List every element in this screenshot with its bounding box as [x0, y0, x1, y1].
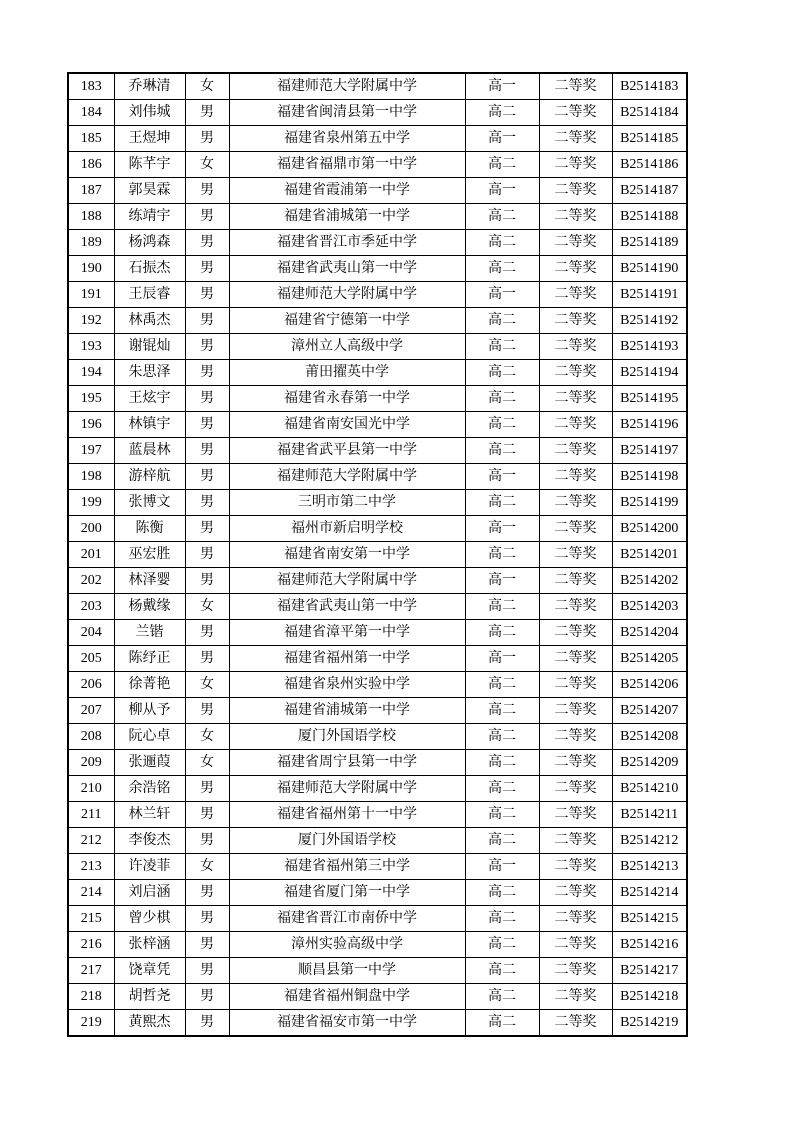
certificate-id-cell: B2514214 [612, 880, 687, 906]
table-row [68, 828, 687, 854]
row-number-cell: 211 [68, 802, 114, 828]
grade-cell: 高一 [465, 282, 539, 308]
row-number-cell: 184 [68, 100, 114, 126]
certificate-id-cell: B2514204 [612, 620, 687, 646]
certificate-id-cell: B2514188 [612, 204, 687, 230]
certificate-id-cell: B2514195 [612, 386, 687, 412]
gender-cell: 男 [185, 698, 229, 724]
gender-cell: 女 [185, 854, 229, 880]
student-name-cell: 林兰轩 [114, 802, 185, 828]
school-name-cell: 漳州立人高级中学 [229, 334, 465, 360]
gender-cell: 男 [185, 360, 229, 386]
row-number-cell: 209 [68, 750, 114, 776]
grade-cell: 高二 [465, 256, 539, 282]
gender-cell: 男 [185, 230, 229, 256]
award-level-cell: 二等奖 [539, 308, 612, 334]
certificate-id-cell: B2514212 [612, 828, 687, 854]
school-name-cell: 福建省霞浦第一中学 [229, 178, 465, 204]
table-row [68, 152, 687, 178]
table-row [68, 672, 687, 698]
student-name-cell: 林泽婴 [114, 568, 185, 594]
gender-cell: 男 [185, 776, 229, 802]
school-name-cell: 福建省漳平第一中学 [229, 620, 465, 646]
student-name-cell: 石振杰 [114, 256, 185, 282]
grade-cell: 高一 [465, 126, 539, 152]
grade-cell: 高二 [465, 308, 539, 334]
award-level-cell: 二等奖 [539, 698, 612, 724]
gender-cell: 男 [185, 178, 229, 204]
row-number-cell: 213 [68, 854, 114, 880]
row-number-cell: 190 [68, 256, 114, 282]
student-name-cell: 阮心卓 [114, 724, 185, 750]
row-number-cell: 203 [68, 594, 114, 620]
gender-cell: 男 [185, 958, 229, 984]
student-name-cell: 乔琳清 [114, 73, 185, 100]
school-name-cell: 福建师范大学附属中学 [229, 73, 465, 100]
table-row [68, 932, 687, 958]
certificate-id-cell: B2514185 [612, 126, 687, 152]
gender-cell: 女 [185, 594, 229, 620]
row-number-cell: 192 [68, 308, 114, 334]
gender-cell: 女 [185, 672, 229, 698]
student-name-cell: 胡哲尧 [114, 984, 185, 1010]
award-level-cell: 二等奖 [539, 854, 612, 880]
student-name-cell: 徐菁艳 [114, 672, 185, 698]
grade-cell: 高一 [465, 646, 539, 672]
school-name-cell: 福建省周宁县第一中学 [229, 750, 465, 776]
row-number-cell: 214 [68, 880, 114, 906]
student-name-cell: 张梓涵 [114, 932, 185, 958]
certificate-id-cell: B2514200 [612, 516, 687, 542]
school-name-cell: 福建省福州铜盘中学 [229, 984, 465, 1010]
table-row [68, 1010, 687, 1037]
row-number-cell: 200 [68, 516, 114, 542]
table-row [68, 880, 687, 906]
grade-cell: 高二 [465, 776, 539, 802]
gender-cell: 男 [185, 932, 229, 958]
grade-cell: 高二 [465, 360, 539, 386]
table-row [68, 620, 687, 646]
certificate-id-cell: B2514194 [612, 360, 687, 386]
school-name-cell: 莆田擢英中学 [229, 360, 465, 386]
school-name-cell: 福建省福安市第一中学 [229, 1010, 465, 1037]
certificate-id-cell: B2514218 [612, 984, 687, 1010]
gender-cell: 男 [185, 334, 229, 360]
grade-cell: 高二 [465, 490, 539, 516]
school-name-cell: 福建省闽清县第一中学 [229, 100, 465, 126]
row-number-cell: 186 [68, 152, 114, 178]
gender-cell: 男 [185, 386, 229, 412]
school-name-cell: 福建师范大学附属中学 [229, 464, 465, 490]
student-name-cell: 刘伟城 [114, 100, 185, 126]
grade-cell: 高二 [465, 100, 539, 126]
table-row [68, 308, 687, 334]
gender-cell: 男 [185, 906, 229, 932]
grade-cell: 高二 [465, 334, 539, 360]
award-level-cell: 二等奖 [539, 178, 612, 204]
certificate-id-cell: B2514199 [612, 490, 687, 516]
school-name-cell: 福建省泉州实验中学 [229, 672, 465, 698]
grade-cell: 高二 [465, 880, 539, 906]
grade-cell: 高一 [465, 464, 539, 490]
student-name-cell: 陈纾正 [114, 646, 185, 672]
school-name-cell: 福建省福州第一中学 [229, 646, 465, 672]
grade-cell: 高二 [465, 906, 539, 932]
award-level-cell: 二等奖 [539, 438, 612, 464]
gender-cell: 男 [185, 828, 229, 854]
student-name-cell: 谢锟灿 [114, 334, 185, 360]
certificate-id-cell: B2514215 [612, 906, 687, 932]
award-level-cell: 二等奖 [539, 334, 612, 360]
gender-cell: 男 [185, 984, 229, 1010]
student-name-cell: 饶章凭 [114, 958, 185, 984]
grade-cell: 高二 [465, 1010, 539, 1037]
certificate-id-cell: B2514208 [612, 724, 687, 750]
table-row [68, 490, 687, 516]
grade-cell: 高一 [465, 516, 539, 542]
table-row [68, 386, 687, 412]
certificate-id-cell: B2514196 [612, 412, 687, 438]
gender-cell: 男 [185, 464, 229, 490]
award-level-cell: 二等奖 [539, 412, 612, 438]
certificate-id-cell: B2514203 [612, 594, 687, 620]
row-number-cell: 212 [68, 828, 114, 854]
award-level-cell: 二等奖 [539, 906, 612, 932]
row-number-cell: 219 [68, 1010, 114, 1037]
award-level-cell: 二等奖 [539, 776, 612, 802]
award-level-cell: 二等奖 [539, 464, 612, 490]
grade-cell: 高二 [465, 412, 539, 438]
certificate-id-cell: B2514193 [612, 334, 687, 360]
award-level-cell: 二等奖 [539, 802, 612, 828]
school-name-cell: 福建省福州第十一中学 [229, 802, 465, 828]
school-name-cell: 福建省晋江市南侨中学 [229, 906, 465, 932]
table-row [68, 646, 687, 672]
award-level-cell: 二等奖 [539, 230, 612, 256]
student-name-cell: 巫宏胜 [114, 542, 185, 568]
grade-cell: 高一 [465, 178, 539, 204]
school-name-cell: 福建省南安第一中学 [229, 542, 465, 568]
row-number-cell: 205 [68, 646, 114, 672]
grade-cell: 高二 [465, 750, 539, 776]
school-name-cell: 福建省浦城第一中学 [229, 698, 465, 724]
grade-cell: 高二 [465, 620, 539, 646]
student-name-cell: 余浩铭 [114, 776, 185, 802]
gender-cell: 男 [185, 646, 229, 672]
certificate-id-cell: B2514190 [612, 256, 687, 282]
school-name-cell: 福建省福州第三中学 [229, 854, 465, 880]
student-name-cell: 曾少棋 [114, 906, 185, 932]
student-name-cell: 兰锴 [114, 620, 185, 646]
school-name-cell: 顺昌县第一中学 [229, 958, 465, 984]
school-name-cell: 福建省福鼎市第一中学 [229, 152, 465, 178]
certificate-id-cell: B2514192 [612, 308, 687, 334]
grade-cell: 高二 [465, 594, 539, 620]
row-number-cell: 197 [68, 438, 114, 464]
gender-cell: 男 [185, 802, 229, 828]
school-name-cell: 福建师范大学附属中学 [229, 282, 465, 308]
table-row [68, 750, 687, 776]
award-level-cell: 二等奖 [539, 958, 612, 984]
table-row [68, 802, 687, 828]
grade-cell: 高二 [465, 958, 539, 984]
student-name-cell: 朱思泽 [114, 360, 185, 386]
grade-cell: 高二 [465, 984, 539, 1010]
award-level-cell: 二等奖 [539, 360, 612, 386]
student-name-cell: 黄熙杰 [114, 1010, 185, 1037]
gender-cell: 男 [185, 880, 229, 906]
row-number-cell: 204 [68, 620, 114, 646]
row-number-cell: 208 [68, 724, 114, 750]
student-name-cell: 张博文 [114, 490, 185, 516]
student-name-cell: 柳从予 [114, 698, 185, 724]
student-name-cell: 刘启涵 [114, 880, 185, 906]
award-level-cell: 二等奖 [539, 256, 612, 282]
grade-cell: 高一 [465, 568, 539, 594]
award-level-cell: 二等奖 [539, 73, 612, 100]
gender-cell: 女 [185, 73, 229, 100]
award-level-cell: 二等奖 [539, 516, 612, 542]
row-number-cell: 216 [68, 932, 114, 958]
certificate-id-cell: B2514213 [612, 854, 687, 880]
table-row [68, 256, 687, 282]
row-number-cell: 189 [68, 230, 114, 256]
gender-cell: 男 [185, 412, 229, 438]
row-number-cell: 206 [68, 672, 114, 698]
gender-cell: 男 [185, 542, 229, 568]
gender-cell: 男 [185, 1010, 229, 1037]
row-number-cell: 198 [68, 464, 114, 490]
school-name-cell: 福建省南安国光中学 [229, 412, 465, 438]
certificate-id-cell: B2514184 [612, 100, 687, 126]
school-name-cell: 福建省宁德第一中学 [229, 308, 465, 334]
school-name-cell: 三明市第二中学 [229, 490, 465, 516]
student-name-cell: 郭昊霖 [114, 178, 185, 204]
award-level-cell: 二等奖 [539, 724, 612, 750]
school-name-cell: 厦门外国语学校 [229, 724, 465, 750]
certificate-id-cell: B2514211 [612, 802, 687, 828]
school-name-cell: 福建省武平县第一中学 [229, 438, 465, 464]
grade-cell: 高二 [465, 724, 539, 750]
student-name-cell: 杨戴缘 [114, 594, 185, 620]
gender-cell: 男 [185, 308, 229, 334]
table-body [68, 73, 687, 1036]
school-name-cell: 福建省武夷山第一中学 [229, 594, 465, 620]
table-row [68, 958, 687, 984]
grade-cell: 高一 [465, 73, 539, 100]
gender-cell: 男 [185, 516, 229, 542]
row-number-cell: 187 [68, 178, 114, 204]
table-row [68, 464, 687, 490]
school-name-cell: 福建师范大学附属中学 [229, 568, 465, 594]
student-name-cell: 许凌菲 [114, 854, 185, 880]
table-row [68, 230, 687, 256]
table-row [68, 204, 687, 230]
certificate-id-cell: B2514187 [612, 178, 687, 204]
table-row [68, 906, 687, 932]
award-level-cell: 二等奖 [539, 542, 612, 568]
certificate-id-cell: B2514191 [612, 282, 687, 308]
table-row [68, 126, 687, 152]
table-row [68, 100, 687, 126]
certificate-id-cell: B2514209 [612, 750, 687, 776]
student-name-cell: 练靖宇 [114, 204, 185, 230]
gender-cell: 男 [185, 438, 229, 464]
school-name-cell: 福建师范大学附属中学 [229, 776, 465, 802]
row-number-cell: 218 [68, 984, 114, 1010]
gender-cell: 男 [185, 568, 229, 594]
gender-cell: 女 [185, 724, 229, 750]
award-level-cell: 二等奖 [539, 126, 612, 152]
award-level-cell: 二等奖 [539, 594, 612, 620]
award-level-cell: 二等奖 [539, 750, 612, 776]
table-row [68, 178, 687, 204]
award-level-cell: 二等奖 [539, 672, 612, 698]
certificate-id-cell: B2514205 [612, 646, 687, 672]
table-row [68, 73, 687, 100]
student-name-cell: 张逦葭 [114, 750, 185, 776]
grade-cell: 高二 [465, 542, 539, 568]
grade-cell: 高二 [465, 386, 539, 412]
row-number-cell: 215 [68, 906, 114, 932]
table-row [68, 542, 687, 568]
certificate-id-cell: B2514198 [612, 464, 687, 490]
certificate-id-cell: B2514202 [612, 568, 687, 594]
student-name-cell: 陈芊宇 [114, 152, 185, 178]
certificate-id-cell: B2514216 [612, 932, 687, 958]
table-row [68, 360, 687, 386]
grade-cell: 高二 [465, 672, 539, 698]
award-level-cell: 二等奖 [539, 646, 612, 672]
gender-cell: 男 [185, 620, 229, 646]
row-number-cell: 201 [68, 542, 114, 568]
gender-cell: 男 [185, 100, 229, 126]
award-level-cell: 二等奖 [539, 1010, 612, 1037]
award-level-cell: 二等奖 [539, 932, 612, 958]
certificate-id-cell: B2514201 [612, 542, 687, 568]
table-row [68, 412, 687, 438]
row-number-cell: 217 [68, 958, 114, 984]
row-number-cell: 194 [68, 360, 114, 386]
award-level-cell: 二等奖 [539, 204, 612, 230]
row-number-cell: 195 [68, 386, 114, 412]
student-name-cell: 杨鸿森 [114, 230, 185, 256]
student-name-cell: 林镇宇 [114, 412, 185, 438]
table-row [68, 776, 687, 802]
table-row [68, 724, 687, 750]
table-row [68, 594, 687, 620]
award-level-cell: 二等奖 [539, 100, 612, 126]
row-number-cell: 185 [68, 126, 114, 152]
row-number-cell: 210 [68, 776, 114, 802]
grade-cell: 高二 [465, 204, 539, 230]
row-number-cell: 188 [68, 204, 114, 230]
grade-cell: 高二 [465, 438, 539, 464]
school-name-cell: 福州市新启明学校 [229, 516, 465, 542]
student-name-cell: 陈衡 [114, 516, 185, 542]
award-level-cell: 二等奖 [539, 984, 612, 1010]
gender-cell: 女 [185, 750, 229, 776]
certificate-id-cell: B2514210 [612, 776, 687, 802]
row-number-cell: 191 [68, 282, 114, 308]
award-level-cell: 二等奖 [539, 152, 612, 178]
award-level-cell: 二等奖 [539, 620, 612, 646]
student-name-cell: 王辰睿 [114, 282, 185, 308]
school-name-cell: 厦门外国语学校 [229, 828, 465, 854]
student-name-cell: 游梓航 [114, 464, 185, 490]
school-name-cell: 福建省浦城第一中学 [229, 204, 465, 230]
student-name-cell: 林禹杰 [114, 308, 185, 334]
grade-cell: 高二 [465, 152, 539, 178]
row-number-cell: 193 [68, 334, 114, 360]
award-level-cell: 二等奖 [539, 282, 612, 308]
table-row [68, 854, 687, 880]
certificate-id-cell: B2514206 [612, 672, 687, 698]
award-level-cell: 二等奖 [539, 880, 612, 906]
row-number-cell: 196 [68, 412, 114, 438]
gender-cell: 女 [185, 152, 229, 178]
award-list-table [67, 72, 688, 1037]
award-level-cell: 二等奖 [539, 828, 612, 854]
table-row [68, 984, 687, 1010]
school-name-cell: 福建省晋江市季延中学 [229, 230, 465, 256]
gender-cell: 男 [185, 490, 229, 516]
row-number-cell: 207 [68, 698, 114, 724]
school-name-cell: 福建省武夷山第一中学 [229, 256, 465, 282]
grade-cell: 高二 [465, 932, 539, 958]
gender-cell: 男 [185, 282, 229, 308]
certificate-id-cell: B2514219 [612, 1010, 687, 1037]
certificate-id-cell: B2514197 [612, 438, 687, 464]
grade-cell: 高二 [465, 230, 539, 256]
student-name-cell: 李俊杰 [114, 828, 185, 854]
award-level-cell: 二等奖 [539, 490, 612, 516]
table-row [68, 438, 687, 464]
student-name-cell: 王炫宇 [114, 386, 185, 412]
award-level-cell: 二等奖 [539, 386, 612, 412]
grade-cell: 高二 [465, 802, 539, 828]
table-row [68, 516, 687, 542]
student-name-cell: 王煜坤 [114, 126, 185, 152]
certificate-id-cell: B2514217 [612, 958, 687, 984]
certificate-id-cell: B2514186 [612, 152, 687, 178]
row-number-cell: 199 [68, 490, 114, 516]
gender-cell: 男 [185, 126, 229, 152]
table-row [68, 698, 687, 724]
award-level-cell: 二等奖 [539, 568, 612, 594]
row-number-cell: 202 [68, 568, 114, 594]
row-number-cell: 183 [68, 73, 114, 100]
grade-cell: 高一 [465, 854, 539, 880]
grade-cell: 高二 [465, 828, 539, 854]
student-name-cell: 蓝晨林 [114, 438, 185, 464]
table-row [68, 282, 687, 308]
certificate-id-cell: B2514183 [612, 73, 687, 100]
school-name-cell: 福建省泉州第五中学 [229, 126, 465, 152]
school-name-cell: 福建省永春第一中学 [229, 386, 465, 412]
certificate-id-cell: B2514189 [612, 230, 687, 256]
table-row [68, 334, 687, 360]
gender-cell: 男 [185, 256, 229, 282]
school-name-cell: 漳州实验高级中学 [229, 932, 465, 958]
grade-cell: 高二 [465, 698, 539, 724]
certificate-id-cell: B2514207 [612, 698, 687, 724]
school-name-cell: 福建省厦门第一中学 [229, 880, 465, 906]
table-row [68, 568, 687, 594]
gender-cell: 男 [185, 204, 229, 230]
